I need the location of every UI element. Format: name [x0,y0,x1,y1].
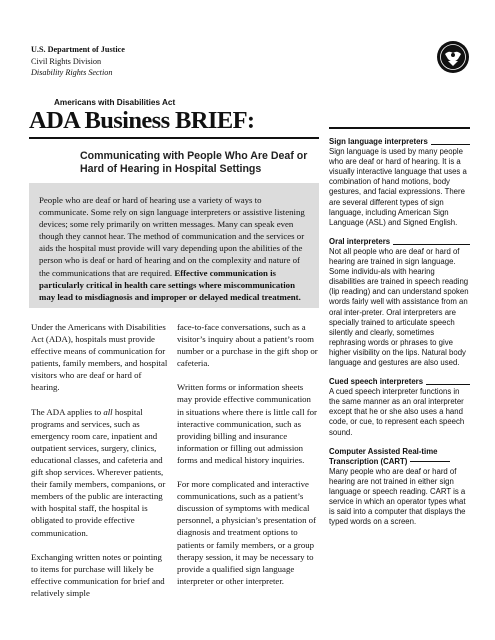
sidebar-body: Not all people who are deaf or hard of hearing are trained in sign language. Some individu-als with hearing disabilities are trained in speech reading (lip reading) and can understand spoken words fairly well with assistance from an oral inter-preter. Oral interpreters are specially trained to articulate speech silently and clearly, sometimes rephrasing words or phrases to give higher visibility on the lips. Natural body language and gestures are also used. [329,246,469,367]
sidebar-body: Sign language is used by many people who are deaf or hard of hearing. It is a visually interactive language that uses a combination of hand motions, body gestures, and facial expressions. There are several different types of sign language, including American Sign Language (ASL) and Signed English. [329,147,467,227]
sidebar-heading-text: Oral interpreters [329,236,391,246]
sidebar-section-cart [329,447,470,528]
division-name: Civil Rights Division [31,56,102,66]
paragraph: Exchanging written notes or pointing to items for purchase will likely be effective communication for brief and relatively simple [31,551,165,598]
page-title: ADA Business BRIEF: [29,107,255,134]
body-column-2 [177,321,319,599]
sidebar-heading-text: Sign language interpreters [329,137,428,146]
sidebar-section-sign [329,137,470,228]
paragraph: Under the Americans with Disabilities Act (ADA), hospitals must provide effective means of communication for patients, family members, and hospital visitors who are deaf or hard of hearing. [31,322,168,393]
sidebar-heading-text: Cued speech interpreters [329,377,424,387]
agency-block [31,44,125,79]
sidebar-heading [329,447,470,467]
paragraph: face-to-face conversations, such as a visitor’s inquiry about a patient’s room number or a purchase in the gift shop or cafeteria. [177,322,318,369]
intro-text [39,194,311,303]
paragraph-text: hospital programs and services, such as emergency room care, inpatient and outpatient services, surgery, clinics, educational classes, and cafeteria and gift shop services. Wherever patients, their family members, companions, or members of the public are interacting with hospital staff, the hospital is obligated to provide effective communication. [31,406,166,538]
emphasis-text: all [103,406,113,417]
title-rule [29,137,319,139]
department-name: U.S. Department of Justice [31,45,125,54]
intro-emphasis: Effective communication is particularly critical in health care settings where miscommunication may lead to misdiagnosis and improper or delayed medical treatment. [39,267,301,302]
sidebar-section-cued [329,377,470,438]
sidebar-body: Many people who are deaf or hard of hearing are not trained in either sign language or speech reading. CART is a service in which an operator types what is said into a computer that displays the typed words on a screen. [329,466,466,527]
sidebar-heading-text: Computer Assisted Real-time Transcription (CART) [329,446,438,466]
sidebar [329,127,470,622]
section-name: Disability Rights Section [31,68,113,77]
body-column-1 [31,321,168,611]
series-label: Americans with Disabilities Act [54,98,176,107]
sidebar-heading [329,137,470,147]
sidebar-heading [329,377,470,387]
paragraph: Written forms or information sheets may provide effective communication in situations where there is little call for interactive communication, such as providing billing and insurance information or filling out admission forms and medical history inquiries. [177,382,317,465]
doj-seal-icon [436,40,470,74]
sidebar-body: A cued speech interpreter functions in the same manner as an oral interpreter except that he or she also uses a hand code, or cue, to represent each speech sound. [329,387,465,437]
article-headline: Communicating with People Who Are Deaf or Hard of Hearing in Hospital Settings [80,150,308,175]
paragraph [31,406,168,539]
sidebar-heading [329,237,470,247]
sidebar-section-oral [329,237,470,368]
paragraph: For more complicated and interactive communications, such as a patient’s discussion of symptoms with medical personnel, a physician’s presentation of diagnosis and treatment options to patients or family members, or a group therapy session, it may be necessary to provide a qualified sign language interpreter or other interpreter. [177,479,317,586]
intro-body: People who are deaf or hard of hearing use a variety of ways to communicate. Some rely on sign language interpreters or assistive listening devices; some rely primarily on written messages. Many can speak even though they cannot hear. The method of communication and the services or aids the hospital must provide will vary depending upon the abilities of the person who is deaf or hard of hearing and on the complexity and nature of the communications that are required. [39,195,305,278]
paragraph-text: The ADA applies to [31,406,104,417]
